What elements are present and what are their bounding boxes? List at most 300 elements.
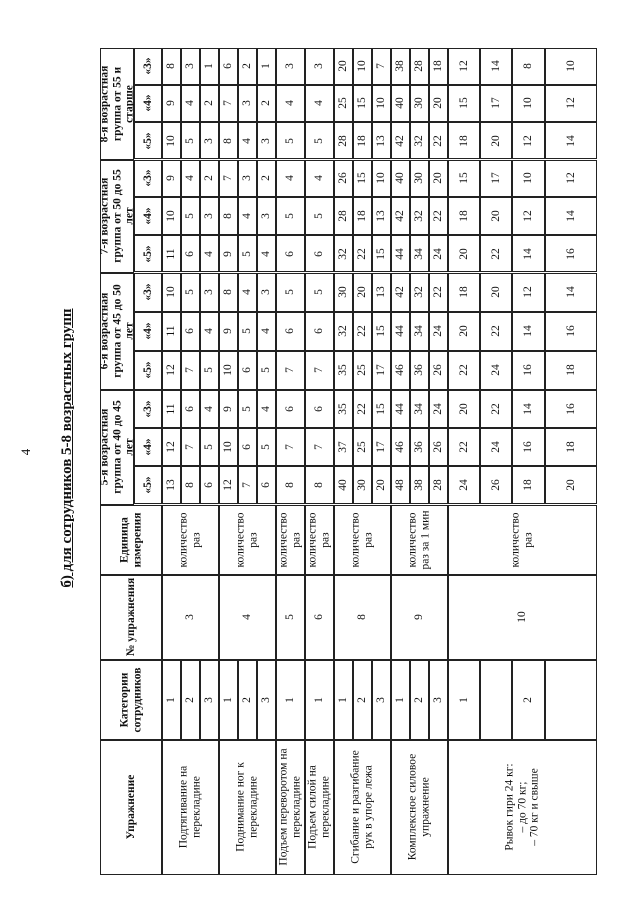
value-cell-text: 5 xyxy=(283,289,296,295)
value-cell xyxy=(353,235,372,273)
category-cell xyxy=(372,660,391,740)
exercise-number xyxy=(448,575,597,660)
value-cell xyxy=(545,85,597,122)
header-unit xyxy=(100,505,162,575)
value-cell-text: 9 xyxy=(164,100,177,107)
value-cell-text: 24 xyxy=(489,441,502,453)
value-cell-text: 35 xyxy=(336,402,349,415)
value-cell xyxy=(480,273,512,312)
value-cell xyxy=(200,351,219,390)
value-cell xyxy=(276,160,305,198)
value-cell xyxy=(410,466,429,504)
value-cell xyxy=(334,160,353,198)
category-cell xyxy=(545,660,597,740)
value-cell-text: 6 xyxy=(183,405,196,412)
value-cell xyxy=(219,428,238,466)
value-cell xyxy=(257,312,276,351)
value-cell xyxy=(181,122,200,159)
value-cell-text: 20 xyxy=(564,479,577,492)
value-cell xyxy=(162,351,181,390)
value-cell-text: 1 xyxy=(259,63,272,70)
value-cell-text: 14 xyxy=(564,210,577,222)
value-cell xyxy=(391,197,410,235)
category-cell xyxy=(448,660,480,740)
value-cell xyxy=(545,312,597,351)
value-cell-text: 16 xyxy=(521,364,534,376)
value-cell xyxy=(480,235,512,273)
value-cell-text: 12 xyxy=(221,479,234,492)
value-cell-text: 1 xyxy=(202,63,215,70)
value-cell xyxy=(238,122,257,159)
value-cell xyxy=(372,351,391,390)
category-cell xyxy=(257,660,276,740)
exercise-number xyxy=(391,575,448,660)
value-cell-text: 26 xyxy=(431,364,444,376)
value-cell-text: 3 xyxy=(202,137,215,144)
value-cell xyxy=(181,273,200,312)
header-age-group-7-text: 7-я возрастная группа от 50 до 55 лет xyxy=(97,169,135,263)
value-cell xyxy=(372,160,391,198)
value-cell xyxy=(334,235,353,273)
value-cell xyxy=(305,428,334,466)
exercise-name xyxy=(219,740,276,875)
value-cell xyxy=(448,312,480,351)
value-cell xyxy=(200,122,219,159)
header-grade xyxy=(134,351,162,390)
value-cell-text: 10 xyxy=(221,441,234,453)
value-cell xyxy=(410,428,429,466)
value-cell xyxy=(391,48,410,85)
value-cell-text: 4 xyxy=(240,137,253,144)
value-cell xyxy=(372,197,391,235)
value-cell xyxy=(545,466,597,504)
header-unit-text: Единица измерения xyxy=(118,512,143,567)
value-cell xyxy=(512,160,545,198)
category-cell-text: 3 xyxy=(202,696,215,703)
value-cell-text: 44 xyxy=(393,402,406,415)
value-cell xyxy=(480,428,512,466)
category-cell-text: 2 xyxy=(355,696,368,703)
value-cell xyxy=(181,351,200,390)
value-cell-text: 2 xyxy=(202,100,215,107)
value-cell-text: 20 xyxy=(489,135,502,147)
value-cell-text: 9 xyxy=(221,328,234,334)
header-category xyxy=(100,660,162,740)
value-cell-text: 17 xyxy=(489,97,502,110)
value-cell-text: 22 xyxy=(355,247,368,260)
value-cell xyxy=(162,466,181,504)
exercise-number xyxy=(276,575,305,660)
value-cell xyxy=(200,85,219,122)
value-cell-text: 7 xyxy=(221,175,234,182)
value-cell xyxy=(480,390,512,428)
value-cell-text: 3 xyxy=(202,289,215,295)
value-cell xyxy=(257,85,276,122)
value-cell-text: 34 xyxy=(412,247,425,260)
value-cell xyxy=(334,122,353,159)
value-cell-text: 10 xyxy=(521,172,534,185)
exercise-name xyxy=(334,740,391,875)
value-cell-text: 10 xyxy=(164,135,177,147)
value-cell xyxy=(181,160,200,198)
value-cell xyxy=(429,466,448,504)
exercise-name xyxy=(162,740,219,875)
value-cell xyxy=(257,466,276,504)
exercise-number-text: 5 xyxy=(283,614,296,620)
value-cell xyxy=(512,351,545,390)
value-cell xyxy=(276,466,305,504)
exercise-name-text: Комплексное силовое упражнение xyxy=(406,753,431,861)
value-cell-text: 28 xyxy=(431,479,444,492)
category-cell-text: 1 xyxy=(221,696,234,703)
value-cell-text: 6 xyxy=(312,250,325,257)
value-cell-text: 28 xyxy=(336,135,349,147)
value-cell-text: 26 xyxy=(431,441,444,453)
value-cell-text: 18 xyxy=(564,364,577,376)
value-cell-text: 6 xyxy=(259,482,272,489)
header-grade-text: «4» xyxy=(141,94,154,113)
value-cell xyxy=(334,466,353,504)
value-cell-text: 24 xyxy=(489,364,502,376)
value-cell xyxy=(480,160,512,198)
value-cell-text: 4 xyxy=(283,100,296,107)
value-cell-text: 12 xyxy=(521,135,534,147)
value-cell xyxy=(448,351,480,390)
exercise-unit xyxy=(391,505,448,575)
value-cell xyxy=(372,273,391,312)
header-grade xyxy=(134,85,162,122)
value-cell-text: 26 xyxy=(489,479,502,492)
value-cell xyxy=(305,235,334,273)
category-cell xyxy=(219,660,238,740)
value-cell-text: 22 xyxy=(457,364,470,376)
value-cell xyxy=(448,160,480,198)
value-cell xyxy=(391,351,410,390)
value-cell-text: 13 xyxy=(374,286,387,298)
value-cell-text: 7 xyxy=(183,367,196,373)
value-cell xyxy=(512,235,545,273)
category-cell-text: 1 xyxy=(393,696,406,703)
value-cell-text: 12 xyxy=(521,210,534,222)
value-cell xyxy=(429,312,448,351)
value-cell xyxy=(276,273,305,312)
value-cell xyxy=(200,466,219,504)
header-grade-text: «3» xyxy=(141,283,154,301)
value-cell-text: 46 xyxy=(393,364,406,376)
value-cell xyxy=(410,122,429,159)
value-cell xyxy=(181,428,200,466)
value-cell xyxy=(391,466,410,504)
value-cell xyxy=(545,160,597,198)
value-cell xyxy=(429,428,448,466)
value-cell-text: 17 xyxy=(374,441,387,453)
value-cell-text: 8 xyxy=(312,482,325,489)
category-cell xyxy=(200,660,219,740)
value-cell-text: 5 xyxy=(259,367,272,373)
header-grade-text: «3» xyxy=(141,57,154,75)
value-cell-text: 20 xyxy=(374,479,387,492)
value-cell-text: 6 xyxy=(312,405,325,412)
value-cell-text: 10 xyxy=(164,210,177,222)
value-cell-text: 4 xyxy=(283,175,296,182)
value-cell xyxy=(353,160,372,198)
value-cell xyxy=(238,273,257,312)
value-cell xyxy=(512,390,545,428)
value-cell xyxy=(353,390,372,428)
exercise-unit-text: количество раз xyxy=(509,512,534,567)
value-cell-text: 17 xyxy=(489,172,502,185)
value-cell-text: 22 xyxy=(457,441,470,453)
value-cell xyxy=(276,85,305,122)
header-grade-text: «5» xyxy=(141,245,154,263)
value-cell xyxy=(480,197,512,235)
value-cell-text: 36 xyxy=(412,364,425,376)
value-cell-text: 3 xyxy=(259,289,272,295)
value-cell-text: 5 xyxy=(240,250,253,257)
value-cell-text: 22 xyxy=(489,402,502,415)
value-cell-text: 10 xyxy=(521,97,534,110)
value-cell-text: 7 xyxy=(283,444,296,450)
value-cell-text: 40 xyxy=(393,97,406,110)
value-cell xyxy=(545,390,597,428)
value-cell xyxy=(480,85,512,122)
header-grade xyxy=(134,273,162,312)
value-cell xyxy=(372,85,391,122)
value-cell-text: 3 xyxy=(312,63,325,70)
value-cell-text: 6 xyxy=(283,405,296,412)
value-cell-text: 12 xyxy=(164,441,177,453)
value-cell-text: 6 xyxy=(240,444,253,450)
value-cell-text: 18 xyxy=(431,60,444,72)
category-cell xyxy=(305,660,334,740)
header-age-group-5-text: 5-я возрастная группа от 40 до 45 лет xyxy=(97,400,135,494)
value-cell-text: 13 xyxy=(374,135,387,147)
exercise-unit xyxy=(305,505,334,575)
value-cell-text: 16 xyxy=(564,402,577,415)
category-cell-text: 2 xyxy=(183,696,196,703)
value-cell xyxy=(219,235,238,273)
value-cell-text: 20 xyxy=(489,210,502,222)
value-cell xyxy=(391,390,410,428)
header-grade xyxy=(134,390,162,428)
value-cell xyxy=(200,428,219,466)
value-cell xyxy=(200,312,219,351)
value-cell xyxy=(429,160,448,198)
category-cell-text: 1 xyxy=(164,696,177,703)
value-cell-text: 5 xyxy=(202,367,215,373)
value-cell-text: 6 xyxy=(312,328,325,334)
value-cell xyxy=(276,197,305,235)
value-cell xyxy=(257,235,276,273)
value-cell-text: 7 xyxy=(374,63,387,70)
value-cell-text: 5 xyxy=(283,213,296,219)
value-cell-text: 16 xyxy=(521,441,534,453)
header-grade xyxy=(134,428,162,466)
value-cell-text: 15 xyxy=(374,402,387,415)
exercise-name-text: Поднимание ног к перекладине xyxy=(234,762,259,852)
value-cell-text: 4 xyxy=(202,328,215,334)
value-cell xyxy=(410,48,429,85)
value-cell xyxy=(305,122,334,159)
value-cell-text: 4 xyxy=(312,100,325,107)
value-cell xyxy=(162,48,181,85)
value-cell-text: 9 xyxy=(221,250,234,257)
value-cell-text: 11 xyxy=(164,403,177,415)
header-grade-text: «3» xyxy=(141,400,154,418)
value-cell xyxy=(391,428,410,466)
value-cell-text: 32 xyxy=(336,325,349,337)
category-cell-text: 2 xyxy=(412,696,425,703)
value-cell-text: 4 xyxy=(183,175,196,182)
value-cell-text: 6 xyxy=(240,367,253,373)
value-cell xyxy=(480,312,512,351)
value-cell xyxy=(448,235,480,273)
value-cell xyxy=(410,197,429,235)
header-grade xyxy=(134,160,162,198)
value-cell xyxy=(372,122,391,159)
value-cell xyxy=(334,428,353,466)
value-cell-text: 8 xyxy=(164,63,177,70)
value-cell-text: 28 xyxy=(336,210,349,222)
value-cell-text: 32 xyxy=(412,286,425,298)
value-cell xyxy=(334,197,353,235)
category-cell xyxy=(429,660,448,740)
value-cell-text: 20 xyxy=(457,325,470,337)
exercise-unit xyxy=(334,505,391,575)
value-cell xyxy=(353,351,372,390)
value-cell-text: 15 xyxy=(457,97,470,110)
value-cell xyxy=(448,48,480,85)
value-cell xyxy=(480,351,512,390)
value-cell xyxy=(276,235,305,273)
value-cell xyxy=(391,160,410,198)
value-cell-text: 9 xyxy=(221,405,234,412)
value-cell-text: 14 xyxy=(521,247,534,260)
value-cell xyxy=(181,48,200,85)
value-cell-text: 9 xyxy=(164,175,177,182)
value-cell xyxy=(305,390,334,428)
value-cell-text: 5 xyxy=(312,213,325,219)
value-cell xyxy=(219,273,238,312)
value-cell xyxy=(545,273,597,312)
value-cell xyxy=(334,48,353,85)
value-cell-text: 6 xyxy=(221,63,234,70)
exercise-number-text: 10 xyxy=(515,611,528,623)
value-cell-text: 3 xyxy=(202,213,215,219)
value-cell xyxy=(512,48,545,85)
value-cell xyxy=(238,85,257,122)
value-cell-text: 24 xyxy=(431,247,444,260)
value-cell-text: 4 xyxy=(202,405,215,412)
value-cell xyxy=(410,273,429,312)
exercise-unit-text: количество раз xyxy=(177,512,202,567)
value-cell xyxy=(334,390,353,428)
value-cell-text: 22 xyxy=(431,135,444,147)
value-cell xyxy=(480,466,512,504)
value-cell-text: 4 xyxy=(259,328,272,334)
header-grade xyxy=(134,122,162,159)
value-cell xyxy=(200,197,219,235)
value-cell xyxy=(257,122,276,159)
value-cell-text: 6 xyxy=(283,328,296,334)
value-cell xyxy=(238,351,257,390)
value-cell-text: 5 xyxy=(202,444,215,450)
value-cell xyxy=(410,235,429,273)
value-cell-text: 5 xyxy=(183,213,196,219)
exercise-unit-text: количество раз xyxy=(349,512,374,567)
value-cell xyxy=(448,197,480,235)
value-cell xyxy=(448,122,480,159)
value-cell xyxy=(219,85,238,122)
value-cell-text: 15 xyxy=(374,325,387,337)
value-cell xyxy=(257,351,276,390)
value-cell xyxy=(353,85,372,122)
value-cell xyxy=(372,428,391,466)
value-cell-text: 20 xyxy=(355,286,368,298)
header-age-group-7 xyxy=(97,160,135,273)
value-cell-text: 46 xyxy=(393,441,406,453)
value-cell-text: 35 xyxy=(336,364,349,376)
value-cell-text: 10 xyxy=(564,60,577,72)
value-cell-text: 22 xyxy=(489,247,502,260)
value-cell-text: 3 xyxy=(240,175,253,182)
value-cell xyxy=(545,351,597,390)
value-cell-text: 14 xyxy=(564,135,577,147)
value-cell-text: 5 xyxy=(240,405,253,412)
value-cell-text: 2 xyxy=(202,175,215,182)
value-cell xyxy=(200,390,219,428)
value-cell xyxy=(429,235,448,273)
value-cell-text: 26 xyxy=(336,172,349,185)
category-cell xyxy=(181,660,200,740)
value-cell xyxy=(257,428,276,466)
exercise-name-text: Сгибание и разгибание рук в упоре лежа xyxy=(349,750,374,864)
exercise-number xyxy=(305,575,334,660)
value-cell xyxy=(372,390,391,428)
value-cell xyxy=(305,312,334,351)
value-cell-text: 4 xyxy=(312,175,325,182)
value-cell-text: 17 xyxy=(374,364,387,376)
value-cell xyxy=(162,85,181,122)
value-cell xyxy=(276,428,305,466)
value-cell-text: 42 xyxy=(393,210,406,222)
value-cell-text: 25 xyxy=(336,97,349,110)
value-cell-text: 8 xyxy=(221,289,234,295)
exercise-name xyxy=(305,740,334,875)
value-cell xyxy=(305,466,334,504)
header-grade xyxy=(134,235,162,273)
value-cell-text: 20 xyxy=(431,97,444,110)
header-age-group-6 xyxy=(97,273,135,390)
value-cell xyxy=(219,122,238,159)
value-cell-text: 22 xyxy=(355,325,368,337)
value-cell xyxy=(353,48,372,85)
category-cell-text: 2 xyxy=(521,696,534,703)
value-cell-text: 12 xyxy=(521,286,534,298)
value-cell xyxy=(162,312,181,351)
value-cell xyxy=(480,122,512,159)
value-cell xyxy=(410,390,429,428)
value-cell xyxy=(545,48,597,85)
value-cell xyxy=(238,235,257,273)
header-grade-text: «4» xyxy=(141,322,154,340)
value-cell-text: 3 xyxy=(259,213,272,219)
header-grade-text: «5» xyxy=(141,361,154,379)
value-cell xyxy=(391,273,410,312)
value-cell xyxy=(257,197,276,235)
category-cell-text: 2 xyxy=(240,696,253,703)
value-cell xyxy=(162,160,181,198)
